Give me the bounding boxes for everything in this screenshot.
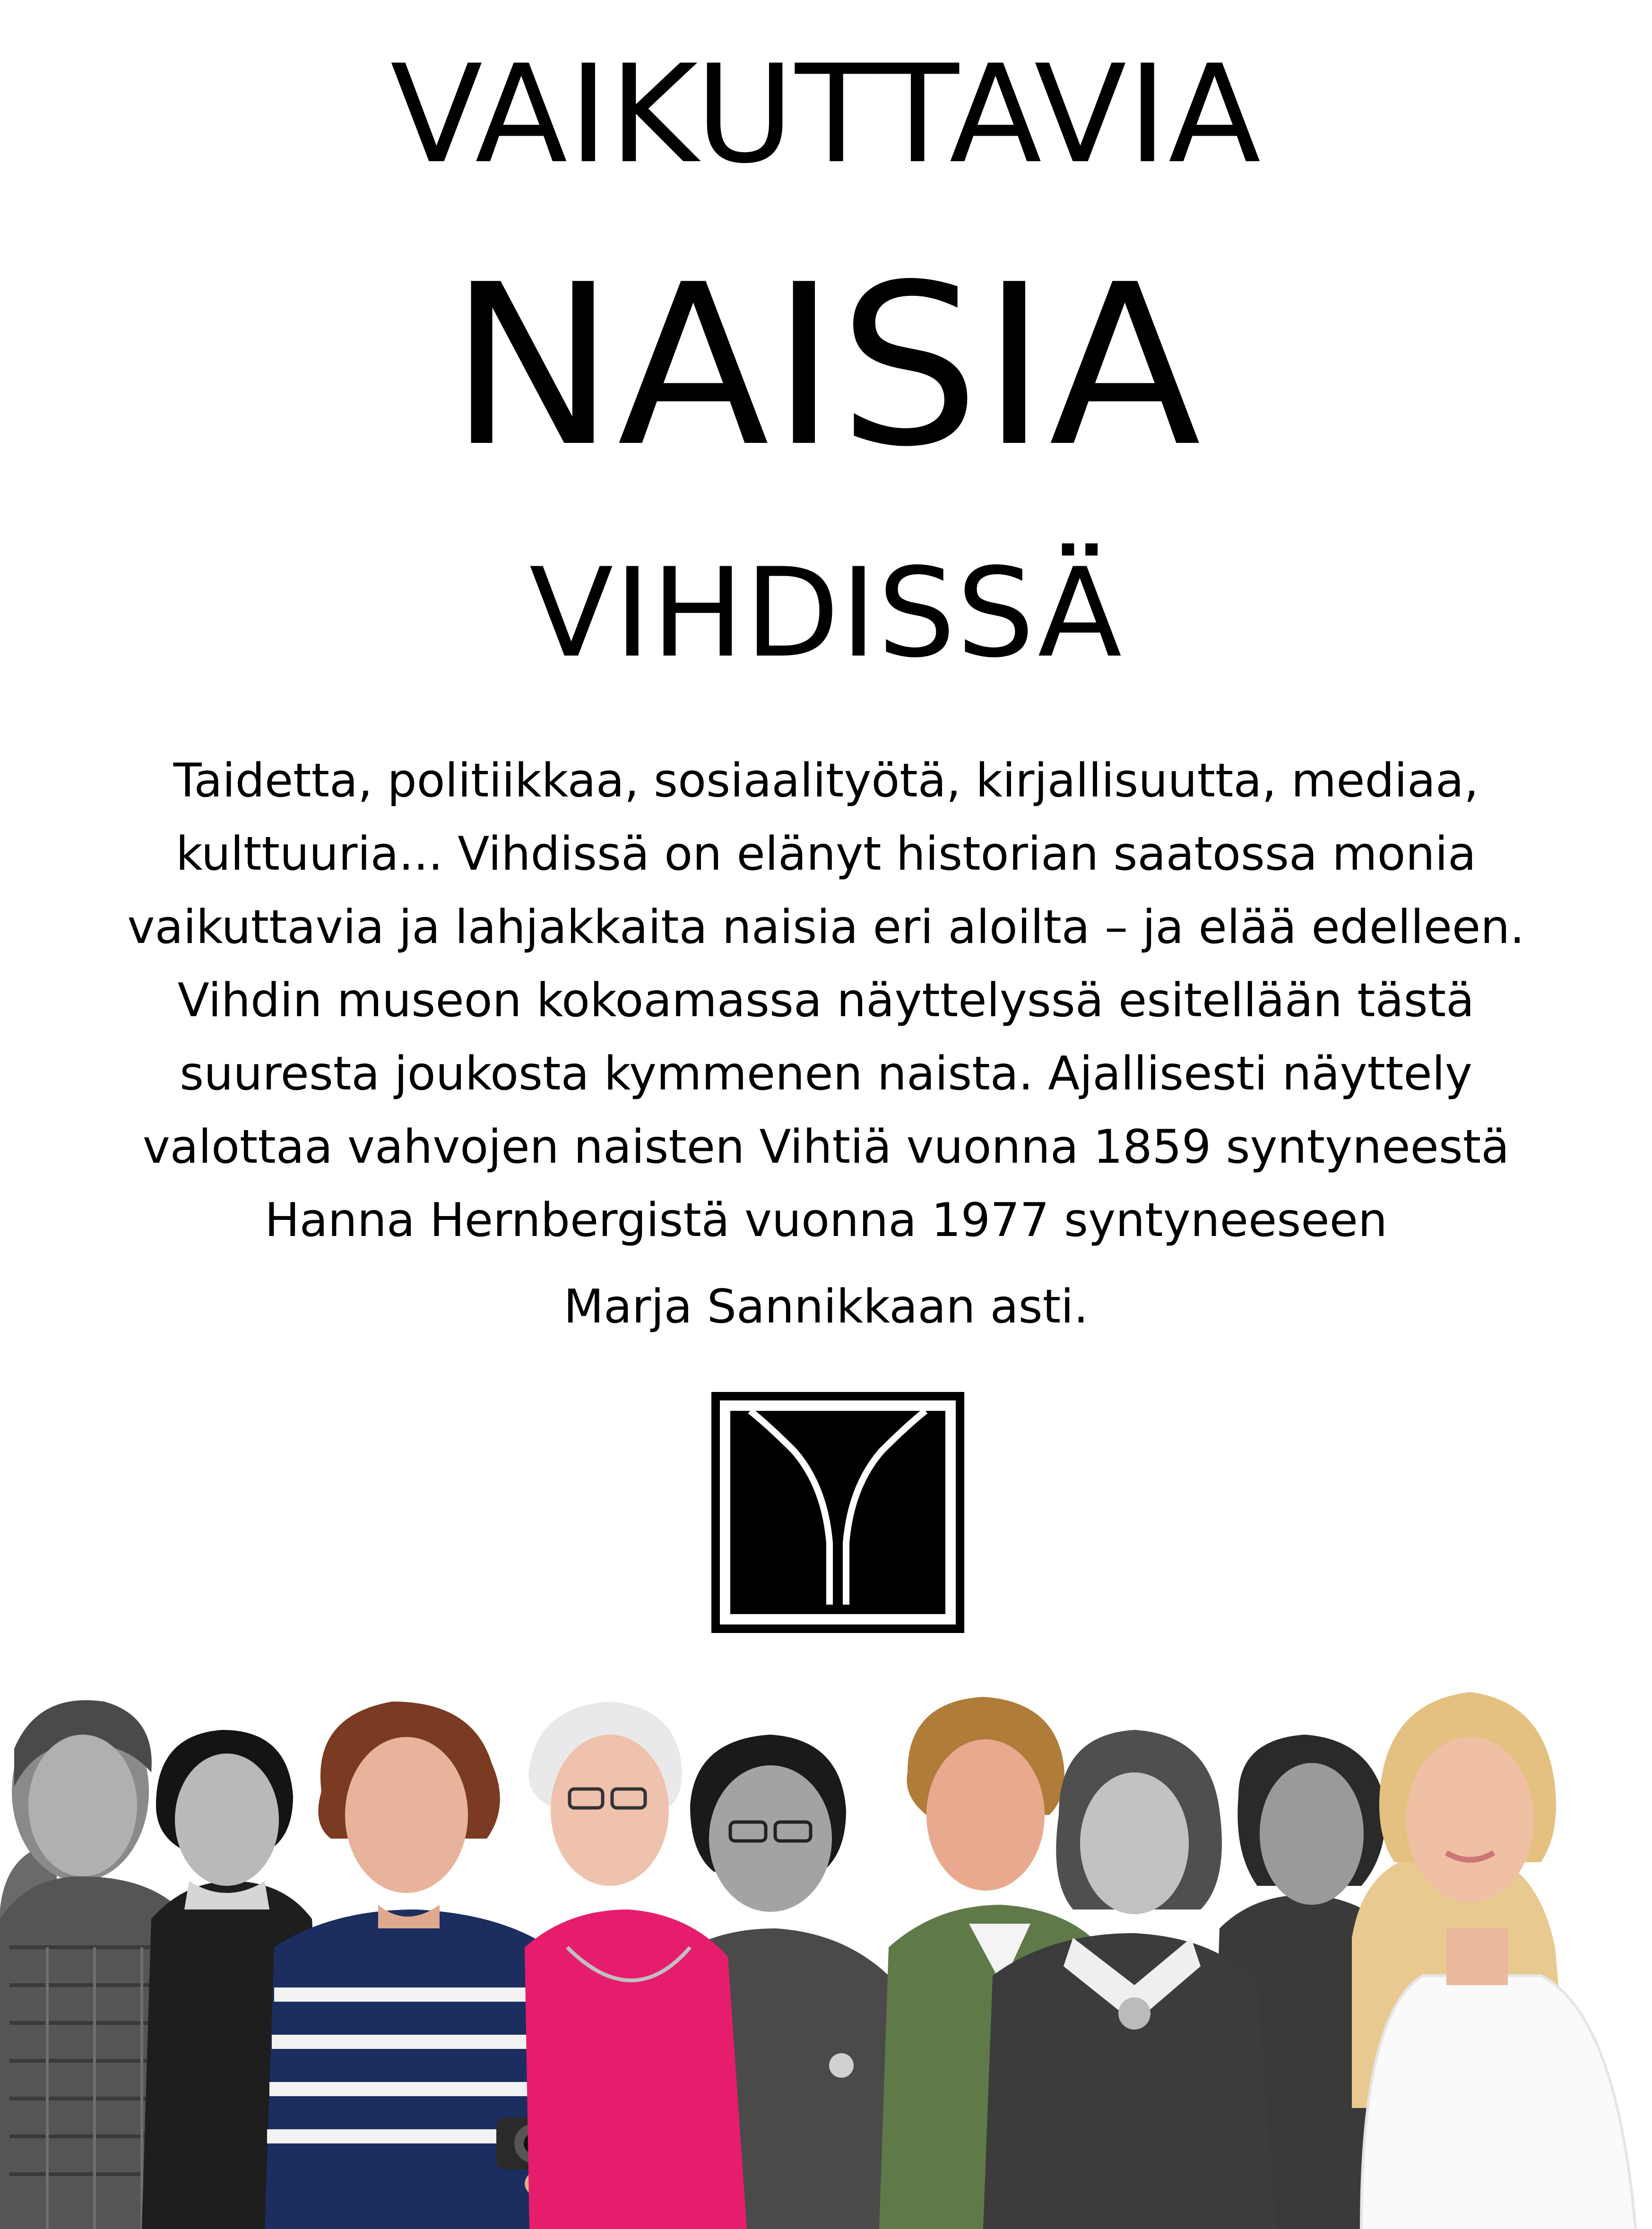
- intro-line: suuresta joukosta kymmenen naista. Ajallisesti näyttely: [180, 1047, 1472, 1101]
- intro-line: valottaa vahvojen naisten Vihtiä vuonna 1859 syntyneestä: [142, 1120, 1510, 1174]
- portrait-strip: [0, 1683, 1652, 2229]
- portrait-photo-10: [1352, 1692, 1635, 2229]
- intro-line: Marja Sannikkaan asti.: [563, 1280, 1089, 1334]
- museum-logo-icon: [711, 1392, 964, 1633]
- intro-line: Taidetta, politiikkaa, sosiaalityötä, kirjallisuutta, mediaa,: [173, 754, 1479, 808]
- intro-line: Vihdin museon kokoamassa näyttelyssä esitellään tästä: [177, 974, 1475, 1028]
- title-line-3: VIHDISSÄ: [529, 542, 1123, 685]
- intro-line: vaikuttavia ja lahjakkaita naisia eri aloilta – ja elää edelleen.: [127, 900, 1525, 954]
- intro-paragraph: [0, 744, 1652, 1344]
- intro-line: Hanna Hernbergistä vuonna 1977 syntyneeseen: [264, 1193, 1388, 1247]
- intro-line: kulttuuria... Vihdissä on elänyt historian saatossa monia: [175, 827, 1477, 881]
- title-line-2: NAISIA: [449, 237, 1203, 495]
- title-line-1: VAIKUTTAVIA: [390, 36, 1262, 193]
